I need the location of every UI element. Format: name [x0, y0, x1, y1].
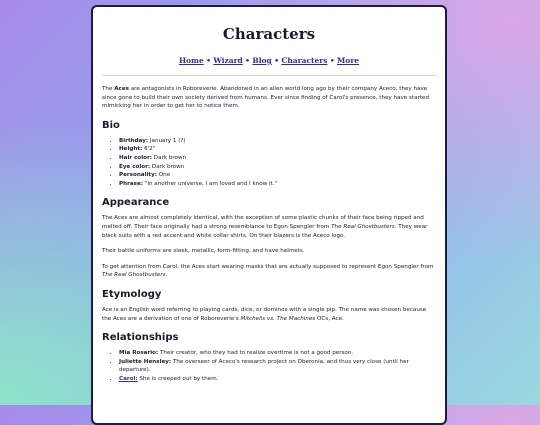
list-item: • Mia Rosario: Their creator, who they had to realize overtime is not a good person.	[119, 349, 436, 358]
list-item: • Hair color: Dark brown	[119, 154, 436, 163]
list-item: • Phrase: "In another universe, I am loved and I know it."	[119, 180, 436, 189]
intro-paragraph: The Aces are antagonists in Roboreverie. Abandoned in an alien world long ago by their company Aceco, they have since gone to build their own society derived from humans. Ever since finding of Carol's presence, they have started mimicking her in order to get her to notice them.	[102, 86, 430, 110]
content-card	[91, 5, 447, 425]
list-item: • Carol: She is creeped out by them.	[119, 375, 436, 384]
list-item: • Personality: One	[119, 171, 436, 180]
nav-separator: •	[245, 56, 250, 65]
appearance-paragraph: The Aces are almost completely identical, with the exception of some plastic chunks of their face being ripped and melted off. Their face originally had a strong resemblance to Egon Spengler from The Real Ghostbusters. They wear black suits with a red accent and white collar shirts. On their blazers is the Aceco logo.	[102, 215, 428, 239]
appearance-paragraph: To get attention from Carol, the Aces start wearing masks that are actually supposed to represent Egon Spengler from The Real Ghostbusters.	[102, 263, 434, 279]
nav-separator: •	[329, 56, 335, 65]
bio-heading: Bio	[102, 119, 120, 131]
bio-list	[102, 137, 436, 189]
page-title: Characters	[222, 25, 316, 43]
nav-separator: •	[206, 56, 211, 65]
nav-bar	[102, 56, 436, 76]
nav-link-characters[interactable]: Characters	[281, 56, 328, 65]
etymology-paragraph: Ace is an English word referring to playing cards, dice, or dominos with a single pip. The name was chosen because the Aces are a derivation of one of Roboreverie's Mitchells vs. The Machines OCs, Ace.	[102, 306, 427, 322]
nav-link-more[interactable]: More	[337, 56, 360, 65]
nav-separator: •	[274, 56, 279, 65]
etymology-heading: Etymology	[102, 288, 162, 300]
nav-link-blog[interactable]: Blog	[252, 56, 272, 65]
list-item: • Birthday: January 1 (?)	[119, 137, 436, 146]
nav-link-home[interactable]: Home	[178, 56, 204, 65]
list-item: • Height: 6'2"	[119, 145, 436, 154]
appearance-paragraph: Their battle uniforms are sleek, metallic, form-fitting, and have helmets.	[102, 248, 305, 255]
relationships-list	[102, 349, 436, 383]
carol-link[interactable]: Carol:	[119, 375, 138, 382]
list-item: • Eye color: Dark brown	[119, 163, 436, 172]
appearance-heading: Appearance	[102, 197, 170, 209]
relationships-heading: Relationships	[102, 332, 179, 344]
nav-link-wizard[interactable]: Wizard	[213, 56, 243, 65]
list-item: • Juliette Hensley: The overseer of Aceco's research project on Oberonia, and thus very close (until her departure).	[119, 358, 436, 375]
